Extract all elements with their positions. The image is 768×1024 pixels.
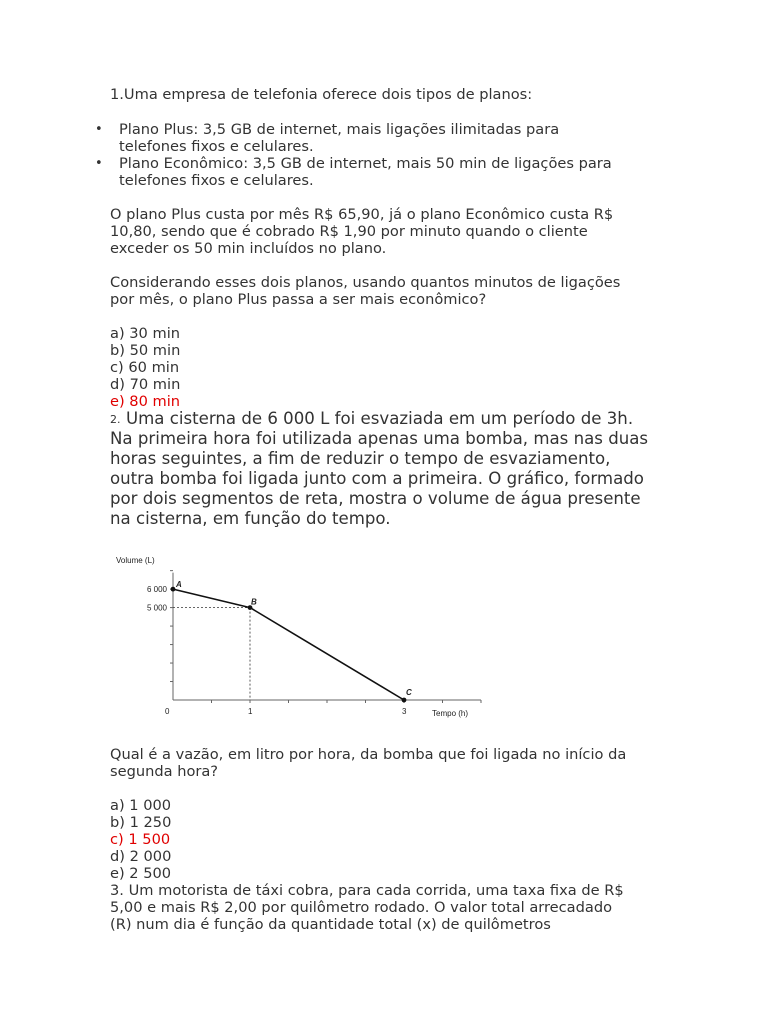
q3-text-line: 5,00 e mais R$ 2,00 por quilômetro rodado. O valor total arrecadado bbox=[110, 899, 613, 916]
q2-question-line: segunda hora? bbox=[110, 763, 219, 780]
y-tick-label: 5 000 bbox=[146, 603, 167, 613]
data-point-a bbox=[171, 587, 176, 592]
x-tick-label: 0 bbox=[165, 707, 170, 716]
q1-paragraph-line: exceder os 50 min incluídos no plano. bbox=[110, 240, 387, 257]
q2-text-line: por dois segmentos de reta, mostra o volume de água presente bbox=[110, 489, 641, 508]
q2-text-line: outra bomba foi ligada junto com a primeira. O gráfico, formado bbox=[110, 469, 644, 488]
q1-question-line: Considerando esses dois planos, usando quantos minutos de ligações bbox=[110, 274, 621, 291]
q2-text-line: Uma cisterna de 6 000 L foi esvaziada em um período de 3h. bbox=[126, 409, 634, 428]
y-tick-label: 6 000 bbox=[146, 585, 167, 595]
q2-text-line: horas seguintes, a fim de reduzir o tempo de esvaziamento, bbox=[110, 449, 611, 468]
q1-option-c: c) 60 min bbox=[110, 359, 180, 376]
q3-text-line: 3. Um motorista de táxi cobra, para cada corrida, uma taxa fixa de R$ bbox=[110, 882, 624, 899]
q1-question-line: por mês, o plano Plus passa a ser mais econômico? bbox=[110, 291, 487, 308]
volume-line-segment bbox=[250, 608, 404, 700]
q2-option-c-correct: c) 1 500 bbox=[110, 831, 171, 848]
data-point-c bbox=[402, 698, 407, 703]
q2-option-e: e) 2 500 bbox=[110, 865, 172, 882]
bullet-icon: • bbox=[95, 156, 103, 171]
x-tick-label: 3 bbox=[402, 707, 407, 716]
q2-option-a: a) 1 000 bbox=[110, 797, 172, 814]
q2-number: 2. bbox=[110, 413, 121, 426]
x-tick-label: 1 bbox=[248, 707, 253, 716]
q1-option-d: d) 70 min bbox=[110, 376, 181, 393]
x-axis-label: Tempo (h) bbox=[432, 709, 469, 718]
q1-paragraph-line: O plano Plus custa por mês R$ 65,90, já o plano Econômico custa R$ bbox=[110, 206, 614, 223]
q1-option-a: a) 30 min bbox=[110, 325, 181, 342]
point-label-a: A bbox=[176, 580, 182, 590]
q1-title: 1.Uma empresa de telefonia oferece dois tipos de planos: bbox=[110, 86, 533, 103]
q1-paragraph-line: 10,80, sendo que é cobrado R$ 1,90 por minuto quando o cliente bbox=[110, 223, 588, 240]
q1-bullet-2-line-1: Plano Econômico: 3,5 GB de internet, mais 50 min de ligações para bbox=[119, 155, 612, 172]
volume-time-chart bbox=[112, 548, 512, 723]
y-axis-label: Volume (L) bbox=[116, 556, 155, 565]
q2-text-line: Na primeira hora foi utilizada apenas uma bomba, mas nas duas bbox=[110, 429, 649, 448]
q1-bullet-1-line-1: Plano Plus: 3,5 GB de internet, mais ligações ilimitadas para bbox=[119, 121, 560, 138]
q1-bullet-1-line-2: telefones fixos e celulares. bbox=[119, 138, 314, 155]
point-label-b: B bbox=[251, 597, 257, 607]
point-label-c: C bbox=[406, 688, 412, 697]
bullet-icon: • bbox=[95, 122, 103, 137]
q1-bullet-2-line-2: telefones fixos e celulares. bbox=[119, 172, 314, 189]
q2-option-b: b) 1 250 bbox=[110, 814, 172, 831]
q1-option-e-correct: e) 80 min bbox=[110, 393, 181, 410]
q2-question-line: Qual é a vazão, em litro por hora, da bomba que foi ligada no início da bbox=[110, 746, 627, 763]
q1-option-b: b) 50 min bbox=[110, 342, 181, 359]
q2-option-d: d) 2 000 bbox=[110, 848, 172, 865]
volume-line-segment bbox=[173, 589, 250, 607]
q3-text-line: (R) num dia é função da quantidade total (x) de quilômetros bbox=[110, 916, 551, 933]
q2-text-line: na cisterna, em função do tempo. bbox=[110, 509, 391, 528]
